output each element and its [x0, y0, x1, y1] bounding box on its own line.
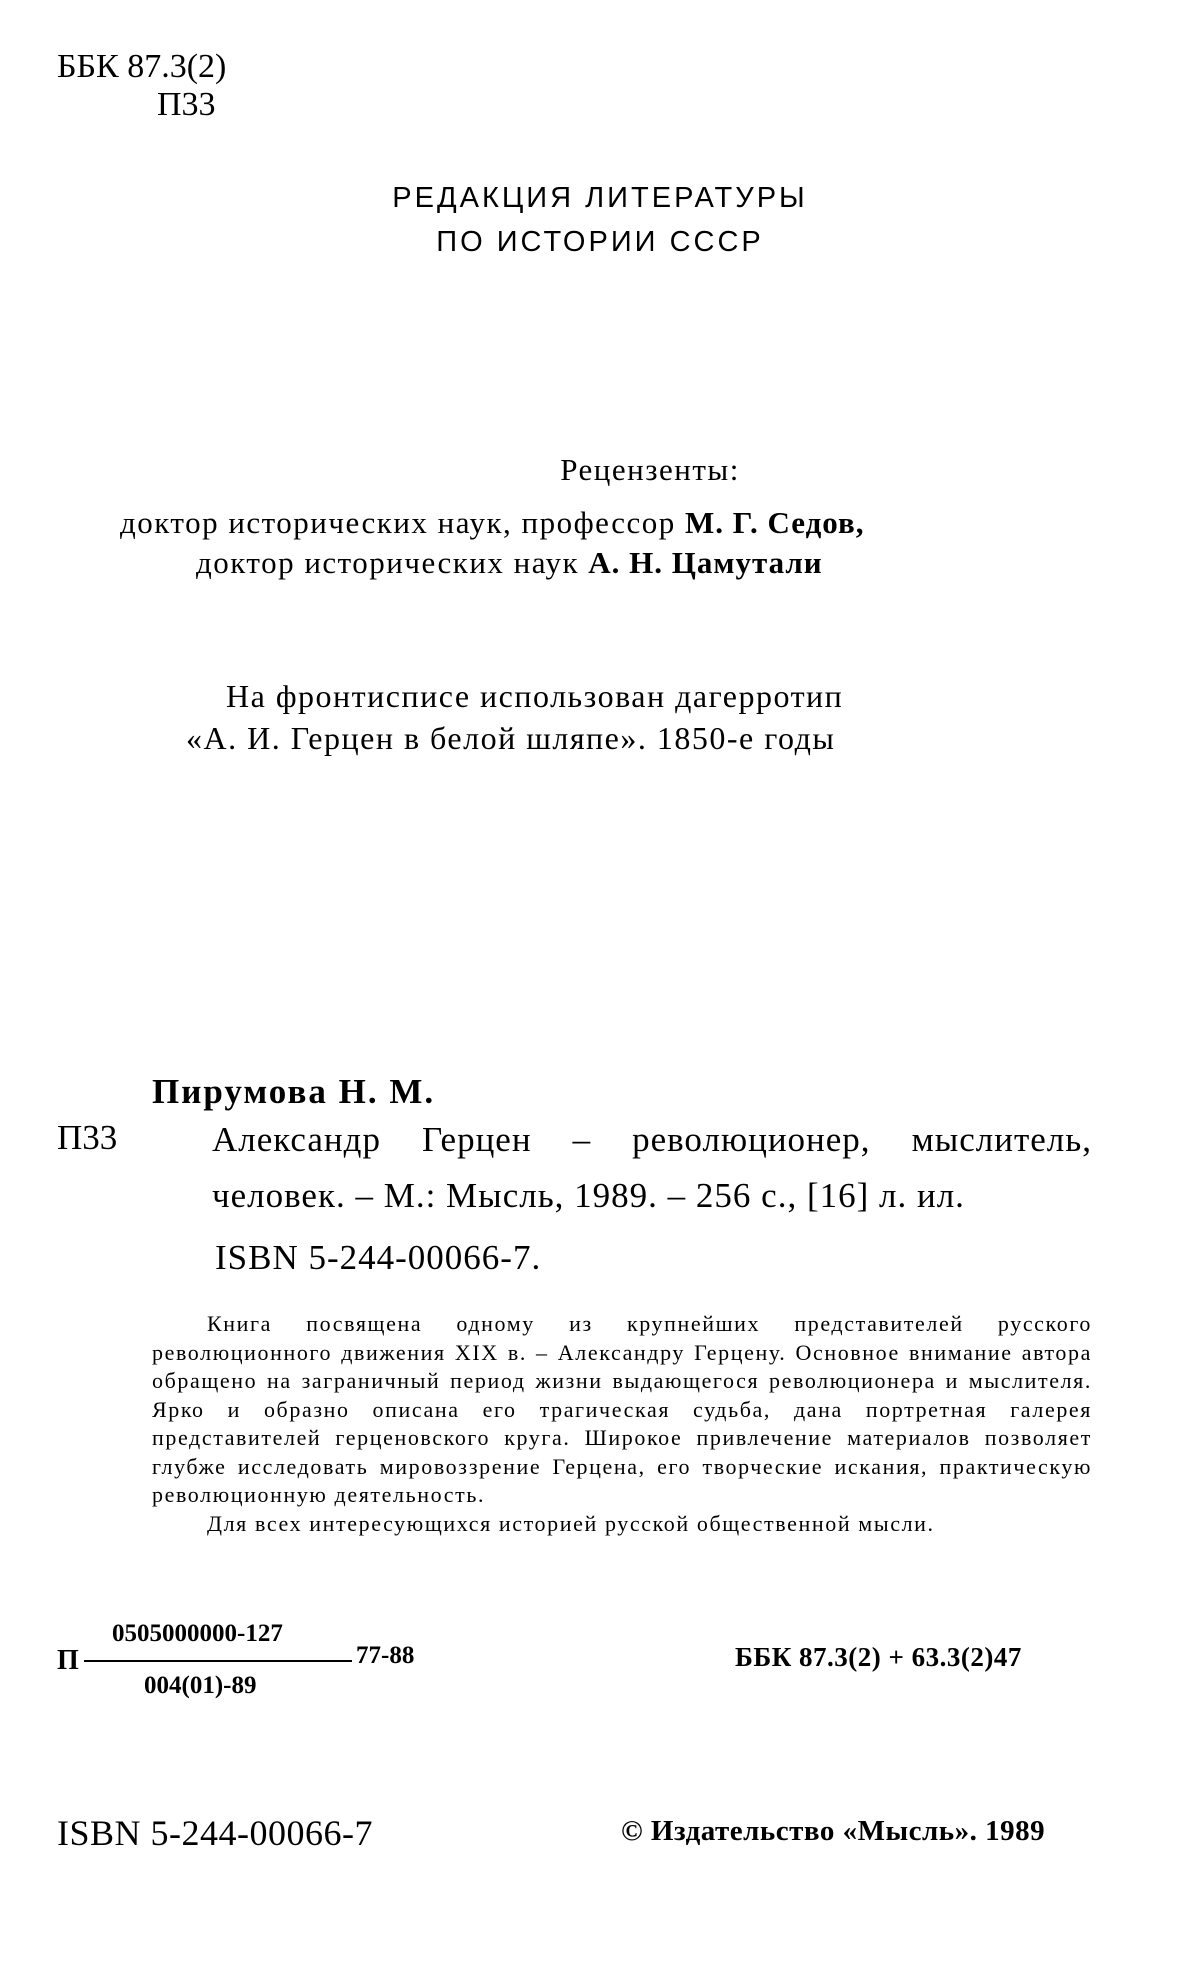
copyright-notice: © Издательство «Мысль». 1989 — [621, 1815, 1046, 1847]
catalog-description — [152, 1112, 1092, 1224]
reviewer-1 — [120, 505, 865, 541]
annotation — [152, 1310, 1092, 1538]
reviewer-2-name: А. Н. Цамутали — [588, 545, 823, 580]
editorial-line-1: РЕДАКЦИЯ ЛИТЕРАТУРЫ — [392, 182, 808, 214]
frontispiece-line-2: «А. И. Герцен в белой шляпе». 1850-е годы — [186, 720, 836, 756]
publication-code: 77-88 — [356, 1642, 415, 1669]
reviewer-2-role: доктор исторических наук — [196, 545, 589, 580]
publication-prefix: П — [57, 1645, 79, 1676]
call-number: П33 — [157, 86, 216, 123]
footer-isbn: ISBN 5-244-00066-7 — [57, 1813, 373, 1853]
fraction-numerator: 0505000000-127 — [112, 1620, 283, 1647]
reviewer-1-role: доктор исторических наук, профессор — [120, 505, 685, 540]
catalog-call-number: П33 — [57, 1118, 118, 1157]
annotation-paragraph-2: Для всех интересующихся историей русской общественной мысли. — [207, 1510, 935, 1536]
catalog-description-text: Александр Герцен – революционер, мыслитель, человек. – М.: Мысль, 1989. – 256 с., [16] л. ил. — [212, 1120, 1092, 1215]
fraction-line — [84, 1660, 352, 1662]
bbk-code: ББК 87.3(2) — [57, 48, 227, 85]
reviewer-1-name: М. Г. Седов, — [685, 505, 865, 540]
frontispiece-line-1: На фронтисписе использован дагерротип — [226, 678, 844, 714]
bbk-full-code: ББК 87.3(2) + 63.3(2)47 — [735, 1642, 1022, 1672]
reviewer-2 — [196, 545, 823, 581]
catalog-author: Пирумова Н. М. — [152, 1072, 436, 1111]
editorial-line-2: ПО ИСТОРИИ СССР — [436, 226, 764, 258]
bbk-classification — [57, 48, 226, 124]
catalog-isbn: ISBN 5-244-00066-7. — [215, 1238, 542, 1277]
annotation-paragraph-1: Книга посвящена одному из крупнейших представителей русского революционного движения XIX в. – Александру Герцену. Основное внимание автора обращено на заграничный период жизни выдающегося революционера и мыслителя. Ярко и образно описана его трагическая судьба, дана портретная галерея представителей герценовского круга. Широкое привлечение материалов позволяет глубже исследовать мировоззрение Герцена, его творческие искания, практическую революционную деятельность. — [152, 1311, 1092, 1507]
reviewers-heading: Рецензенты: — [560, 452, 740, 487]
fraction-denominator: 004(01)-89 — [144, 1672, 257, 1699]
editorial-office — [0, 176, 1200, 264]
